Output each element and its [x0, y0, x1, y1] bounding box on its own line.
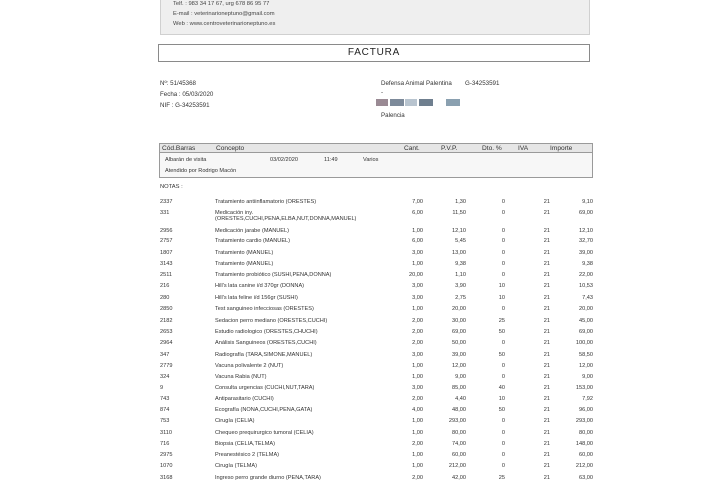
line-price: 4,40	[455, 396, 466, 402]
line-price: 1,10	[455, 272, 466, 278]
table-row	[0, 295, 720, 305]
line-code: 216	[160, 283, 170, 289]
line-amount: 69,00	[579, 210, 593, 216]
table-row	[0, 283, 720, 293]
line-discount: 0	[501, 306, 505, 312]
line-amount: 45,00	[579, 318, 593, 324]
line-discount: 0	[501, 210, 505, 216]
line-price: 69,00	[452, 329, 466, 335]
line-amount: 39,00	[579, 250, 593, 256]
line-price: 1,30	[455, 199, 466, 205]
line-amount: 69,00	[579, 329, 593, 335]
line-concept: Vacuna Rabia (NUT)	[215, 374, 267, 380]
invoice-nif: NIF : G-34253591	[160, 102, 210, 109]
line-qty: 1,00	[412, 418, 423, 424]
line-qty: 1,00	[412, 463, 423, 469]
line-discount: 0	[501, 452, 505, 458]
line-amount: 63,00	[579, 475, 593, 481]
line-discount: 0	[501, 238, 505, 244]
line-vat: 21	[543, 238, 550, 244]
line-qty: 3,00	[412, 385, 423, 391]
line-code: 331	[160, 210, 170, 216]
table-row	[0, 228, 720, 238]
line-amount: 293,00	[575, 418, 593, 424]
line-code: 3110	[160, 430, 173, 436]
albaran-time: 11:49	[324, 157, 338, 163]
line-concept: Hill's lata feline i/d 156gr (SUSHI)	[215, 295, 298, 301]
table-row	[0, 374, 720, 384]
line-vat: 21	[543, 452, 550, 458]
line-vat: 21	[543, 475, 550, 481]
line-discount: 0	[501, 430, 505, 436]
table-row	[0, 407, 720, 417]
albaran-date: 03/02/2020	[270, 157, 298, 163]
col-code-header: Cód.Barras	[162, 145, 196, 152]
clinic-web: Web : www.centroveterinarioneptuno.es	[173, 21, 276, 27]
line-amount: 58,50	[579, 352, 593, 358]
line-vat: 21	[543, 396, 550, 402]
line-qty: 2,00	[412, 318, 423, 324]
line-price: 48,00	[452, 407, 466, 413]
line-qty: 1,00	[412, 261, 423, 267]
table-row	[0, 272, 720, 282]
line-price: 30,00	[452, 318, 466, 324]
line-amount: 12,00	[579, 363, 593, 369]
line-qty: 1,00	[412, 228, 423, 234]
notes-label: NOTAS :	[160, 184, 183, 190]
line-discount: 0	[501, 228, 505, 234]
line-amount: 100,00	[575, 340, 593, 346]
line-price: 12,00	[452, 363, 466, 369]
line-discount: 0	[501, 441, 505, 447]
line-vat: 21	[543, 261, 550, 267]
line-price: 12,10	[452, 228, 466, 234]
line-qty: 1,00	[412, 452, 423, 458]
line-concept: Tratamiento probiótico (SUSHI,PENA,DONNA)	[215, 272, 332, 278]
line-discount: 0	[501, 250, 505, 256]
line-concept: Consulta urgencias (CUCHI,NUT,TARA)	[215, 385, 315, 391]
line-vat: 21	[543, 199, 550, 205]
table-row	[0, 340, 720, 350]
table-row	[0, 318, 720, 328]
line-qty: 2,00	[412, 441, 423, 447]
client-name: Defensa Animal Palentina	[381, 80, 452, 87]
table-row	[0, 441, 720, 451]
line-price: 3,90	[455, 283, 466, 289]
line-discount: 0	[501, 374, 505, 380]
line-qty: 3,00	[412, 295, 423, 301]
col-vat-header: IVA	[518, 145, 529, 152]
line-concept: Sedacion perro mediano (ORESTES,CUCHI)	[215, 318, 328, 324]
line-concept: Radiografía (TARA,SIMONE,MANUEL)	[215, 352, 313, 358]
line-price: 42,00	[452, 475, 466, 481]
line-vat: 21	[543, 250, 550, 256]
line-qty: 1,00	[412, 306, 423, 312]
line-vat: 21	[543, 385, 550, 391]
line-price: 9,38	[455, 261, 466, 267]
albaran-box	[159, 152, 593, 178]
line-concept: Vacuna polivalente 2 (NUT)	[215, 363, 284, 369]
table-row	[0, 418, 720, 428]
table-row	[0, 475, 720, 485]
line-concept: Test sanguineo infecciosas (ORESTES)	[215, 306, 314, 312]
line-vat: 21	[543, 374, 550, 380]
line-price: 9,00	[455, 374, 466, 380]
line-vat: 21	[543, 318, 550, 324]
line-concept: Biopsia (CELIA,TELMA)	[215, 441, 275, 447]
line-concept: Preanestésico 2 (TELMA)	[215, 452, 280, 458]
table-row	[0, 261, 720, 271]
line-discount: 40	[498, 385, 505, 391]
line-discount: 0	[501, 463, 505, 469]
line-amount: 96,00	[579, 407, 593, 413]
line-price: 13,00	[452, 250, 466, 256]
line-price: 293,00	[448, 418, 466, 424]
line-amount: 7,43	[582, 295, 593, 301]
line-qty: 1,00	[412, 363, 423, 369]
line-code: 324	[160, 374, 170, 380]
line-concept: Hill's lata canine i/d 370gr (DONNA)	[215, 283, 305, 289]
albaran-misc: Varios	[363, 157, 379, 163]
line-code: 716	[160, 441, 170, 447]
line-qty: 2,00	[412, 396, 423, 402]
line-code: 2975	[160, 452, 173, 458]
col-qty-header: Cant.	[404, 145, 420, 152]
line-price: 60,00	[452, 452, 466, 458]
line-amount: 20,00	[579, 306, 593, 312]
line-qty: 1,00	[412, 430, 423, 436]
line-discount: 10	[498, 396, 505, 402]
line-discount: 0	[501, 261, 505, 267]
line-price: 39,00	[452, 352, 466, 358]
line-amount: 32,70	[579, 238, 593, 244]
line-amount: 60,00	[579, 452, 593, 458]
line-discount: 50	[498, 329, 505, 335]
line-amount: 148,00	[575, 441, 593, 447]
client-address-dash: -	[381, 89, 384, 96]
line-vat: 21	[543, 340, 550, 346]
line-code: 9	[160, 385, 164, 391]
line-price: 2,75	[455, 295, 466, 301]
line-vat: 21	[543, 430, 550, 436]
line-concept: Tratamiento cardio (MANUEL)	[215, 238, 291, 244]
line-code: 2337	[160, 199, 173, 205]
line-amount: 153,00	[575, 385, 593, 391]
line-qty: 1,00	[412, 374, 423, 380]
table-row	[0, 352, 720, 362]
line-concept: Análisis Sanguineos (ORESTES,CUCHI)	[215, 340, 317, 346]
line-qty: 7,00	[412, 199, 423, 205]
table-row	[0, 306, 720, 316]
line-vat: 21	[543, 329, 550, 335]
table-row	[0, 385, 720, 395]
col-price-header: P.V.P.	[441, 145, 458, 152]
line-code: 280	[160, 295, 170, 301]
line-concept: Tratamiento antiinflamatorio (ORESTES)	[215, 199, 317, 205]
line-vat: 21	[543, 228, 550, 234]
line-concept: Cirugía (CELIA)	[215, 418, 255, 424]
client-city: Palencia	[381, 112, 405, 119]
line-concept: Medicación jarabe (MANUEL)	[215, 228, 289, 234]
line-price: 212,00	[448, 463, 466, 469]
line-discount: 10	[498, 283, 505, 289]
line-discount: 0	[501, 340, 505, 346]
table-row	[0, 430, 720, 440]
line-vat: 21	[543, 210, 550, 216]
line-price: 74,00	[452, 441, 466, 447]
invoice-number: Nº: 51/45368	[160, 80, 196, 87]
line-code: 3143	[160, 261, 173, 267]
line-discount: 10	[498, 295, 505, 301]
line-vat: 21	[543, 463, 550, 469]
line-vat: 21	[543, 363, 550, 369]
line-code: 874	[160, 407, 170, 413]
line-price: 5,45	[455, 238, 466, 244]
table-row	[0, 452, 720, 462]
line-price: 11,50	[452, 210, 466, 216]
table-row	[0, 363, 720, 373]
line-discount: 0	[501, 199, 505, 205]
line-price: 20,00	[452, 306, 466, 312]
line-price: 80,00	[452, 430, 466, 436]
line-concept: Chequeo prequirurgico tumoral (CELIA)	[215, 430, 314, 436]
line-concept: Tratamiento (MANUEL)	[215, 250, 274, 256]
albaran-attended: Atendido por Rodrigo Macón	[165, 168, 237, 174]
line-amount: 80,00	[579, 430, 593, 436]
albaran-label: Albarán de visita	[165, 157, 207, 163]
line-vat: 21	[543, 352, 550, 358]
line-qty: 4,00	[412, 407, 423, 413]
table-row	[0, 210, 720, 223]
line-qty: 6,00	[412, 238, 423, 244]
line-discount: 0	[501, 272, 505, 278]
line-price: 50,00	[452, 340, 466, 346]
line-concept: Cirugía (TELMA)	[215, 463, 257, 469]
clinic-phone: Telf. : 983 34 17 67, urg 678 86 95 77	[173, 1, 270, 7]
line-concept: Tratamiento (MANUEL)	[215, 261, 274, 267]
col-discount-header: Dto. %	[482, 145, 502, 152]
line-code: 753	[160, 418, 170, 424]
line-concept: Estudio radiologico (ORESTES,CHUCHI)	[215, 329, 318, 335]
invoice-title: FACTURA	[158, 44, 590, 62]
line-discount: 50	[498, 407, 505, 413]
line-concept: Antiparasitario (CUCHI)	[215, 396, 274, 402]
line-code: 743	[160, 396, 170, 402]
line-amount: 212,00	[575, 463, 593, 469]
line-discount: 0	[501, 363, 505, 369]
line-amount: 7,92	[582, 396, 593, 402]
line-code: 3168	[160, 475, 173, 481]
table-row	[0, 329, 720, 339]
line-qty: 3,00	[412, 250, 423, 256]
line-code: 347	[160, 352, 170, 358]
clinic-header	[160, 0, 590, 35]
line-code: 2956	[160, 228, 173, 234]
line-vat: 21	[543, 407, 550, 413]
col-concept-header: Concepto	[216, 145, 245, 152]
table-row	[0, 463, 720, 473]
table-row	[0, 238, 720, 248]
line-amount: 12,10	[579, 228, 593, 234]
line-concept: Medicación iny. (ORESTES,CUCHI,PENA,ELBA,NUT,DONNA,MANUEL)	[215, 210, 357, 223]
line-qty: 3,00	[412, 283, 423, 289]
line-amount: 9,00	[582, 374, 593, 380]
line-qty: 2,00	[412, 475, 423, 481]
line-discount: 25	[498, 318, 505, 324]
line-vat: 21	[543, 272, 550, 278]
line-discount: 25	[498, 475, 505, 481]
line-concept: Ingreso perro grande diurno (PENA,TARA)	[215, 475, 321, 481]
line-vat: 21	[543, 418, 550, 424]
line-discount: 50	[498, 352, 505, 358]
line-code: 1807	[160, 250, 173, 256]
client-nif: G-34253591	[465, 80, 500, 87]
col-amount-header: Importe	[550, 145, 573, 152]
line-vat: 21	[543, 283, 550, 289]
line-amount: 9,10	[582, 199, 593, 205]
line-price: 85,00	[452, 385, 466, 391]
line-code: 2779	[160, 363, 173, 369]
line-qty: 2,00	[412, 329, 423, 335]
line-vat: 21	[543, 295, 550, 301]
line-amount: 10,53	[579, 283, 593, 289]
line-vat: 21	[543, 441, 550, 447]
line-qty: 20,00	[409, 272, 423, 278]
line-code: 2511	[160, 272, 173, 278]
line-code: 1070	[160, 463, 173, 469]
line-qty: 3,00	[412, 352, 423, 358]
line-amount: 9,38	[582, 261, 593, 267]
line-code: 2850	[160, 306, 173, 312]
line-code: 2653	[160, 329, 173, 335]
line-code: 2757	[160, 238, 173, 244]
table-row	[0, 396, 720, 406]
line-code: 2182	[160, 318, 173, 324]
line-code: 2964	[160, 340, 173, 346]
table-row	[0, 250, 720, 260]
line-discount: 0	[501, 418, 505, 424]
invoice-date: Fecha : 05/03/2020	[160, 91, 214, 98]
clinic-email: E-mail : veterinarioneptuno@gmail.com	[173, 11, 275, 17]
line-qty: 6,00	[412, 210, 423, 216]
line-qty: 2,00	[412, 340, 423, 346]
line-vat: 21	[543, 306, 550, 312]
table-row	[0, 199, 720, 209]
line-concept: Ecografía (NONA,CUCHI,PENA,GATA)	[215, 407, 313, 413]
line-amount: 22,00	[579, 272, 593, 278]
